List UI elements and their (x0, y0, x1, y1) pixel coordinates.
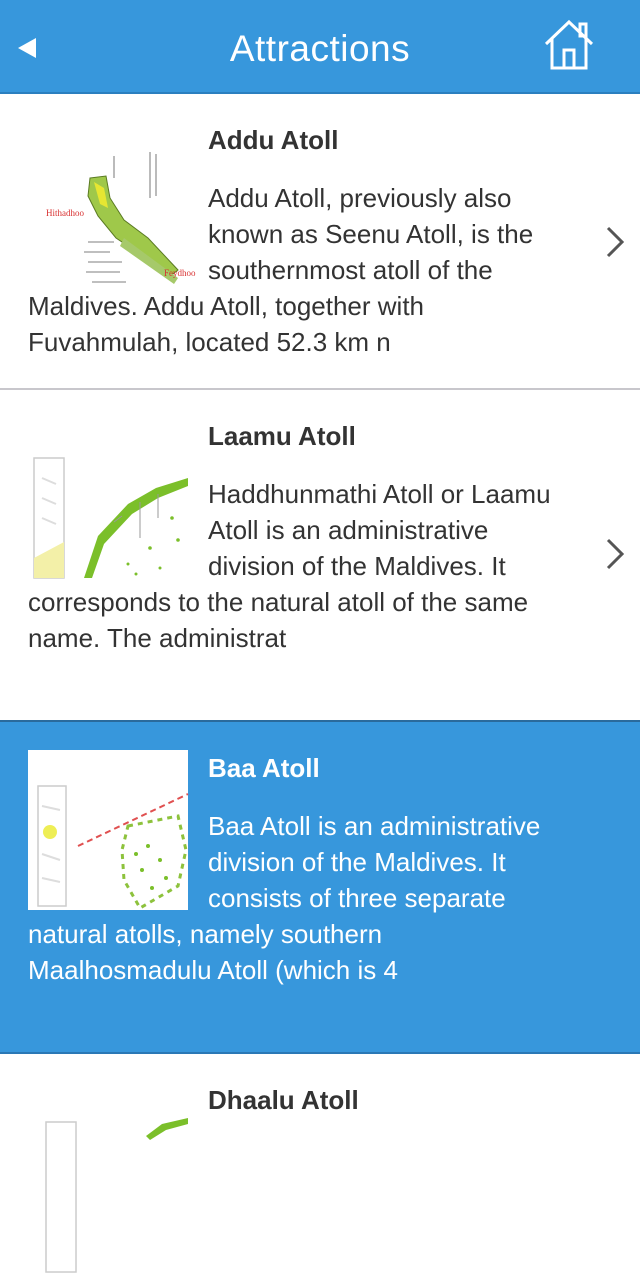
navigation-bar (0, 0, 640, 94)
page-title: Attractions (229, 28, 411, 69)
item-description: Baa Atoll is an administrative division of the Maldives. It consists of three separate natural atolls, namely southern Maalhosmadulu Atoll (which is 4 (28, 811, 541, 985)
item-title: Addu Atoll (208, 125, 339, 155)
chevron-right-icon (600, 534, 630, 574)
map-label-feydhoo: Feydhoo (164, 268, 196, 278)
item-description: Haddhunmathi Atoll or Laamu Atoll is an administrative division of the Maldives. It corresponds to the natural atoll of the same name. The administrat (28, 479, 551, 653)
dhaalu-atoll-map-thumbnail (28, 1116, 188, 1276)
chevron-right-icon (600, 222, 630, 262)
item-title: Laamu Atoll (208, 421, 356, 451)
item-title: Dhaalu Atoll (208, 1085, 359, 1115)
map-label-hithadhoo: Hithadhoo (46, 208, 84, 218)
list-item-baa-atoll[interactable] (0, 720, 640, 1054)
home-icon[interactable] (540, 16, 598, 72)
list-item-addu-atoll[interactable] (0, 94, 640, 390)
item-title: Baa Atoll (208, 753, 320, 783)
list-item-laamu-atoll[interactable] (0, 390, 640, 722)
list-item-dhaalu-atoll[interactable] (0, 1054, 640, 1254)
item-description: Addu Atoll, previously also known as Seenu Atoll, is the southernmost atoll of the Maldives. Addu Atoll, together with Fuvahmulah, located 52.3 km n (28, 183, 534, 357)
